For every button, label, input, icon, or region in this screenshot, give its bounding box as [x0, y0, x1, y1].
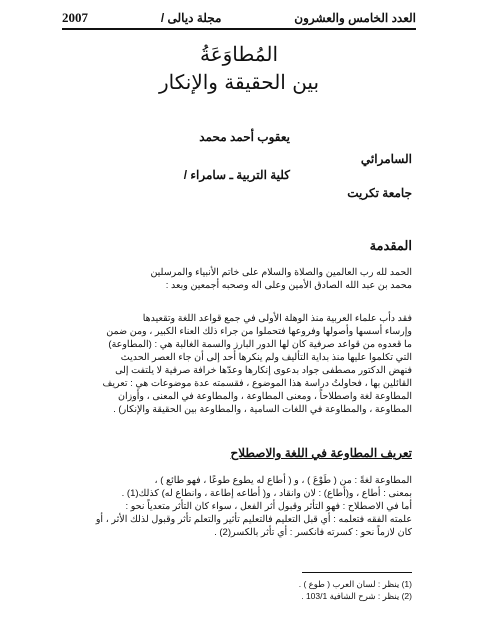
- running-header: [62, 8, 416, 28]
- author-surname: السامرائي: [360, 152, 412, 166]
- text-line: فنهض الدكتور مصطفى جواد بدعوى إنكارها وعدّها خرافة صرفية لا يلتفت إلى: [115, 365, 412, 376]
- title-line-2: بين الحقيقة والإنكار: [158, 70, 320, 94]
- article-title: [62, 40, 416, 96]
- footnote-1: (1) ينظر : لسان العرب ( طوع ) .: [298, 579, 412, 589]
- text-line: فقد دأب علماء العربية منذ الوهلة الأولى في جمع قواعد اللغة وتقعيدها: [142, 313, 412, 324]
- text-line: ما قعدوه من قواعد صرفية كان لها الدور البارز والسمة الغالبة هي : (المطاوعة): [108, 339, 412, 350]
- text-line: كان لازماً نحو : كسرته فانكسر : أي تأثر بالكسر(2) .: [214, 527, 412, 538]
- footnote-2: (2) ينظر : شرح الشافية 103/1 .: [301, 591, 412, 601]
- footnotes: [200, 578, 412, 602]
- text-line: المطاوعة لغةً : من ( طَوْعَ ) ، و ( أطاع له يطوع طوعًا ، فهو طائع ) ،: [154, 475, 412, 486]
- journal-name: مجلة ديالى /: [160, 11, 222, 25]
- definition-paragraph: [68, 474, 412, 539]
- intro-paragraph-2: [68, 312, 412, 416]
- introduction-heading: المقدمة: [369, 238, 412, 253]
- issue-label: العدد الخامس والعشرون: [294, 11, 416, 25]
- text-line: المطاوعة لغة واصطلاحاً ، ومعنى المطاوعة ، والمطاوعة في المعنى ، وأوزان: [117, 391, 412, 402]
- text-line: وإرساء أسسها وأصولها وفروعها فتحملوا من جراء ذلك العناء الكبير ، ومن ضمن: [106, 326, 412, 337]
- text-line: بمعنى : أطاع ، و(أطاع) : لان وانقاد ، و( أطاعه إطاعة ، وانطاع له) كذلك(1) .: [121, 488, 412, 499]
- author-university: جامعة تكريت: [347, 186, 412, 200]
- title-line-1: المُطاوَعَةُ: [199, 42, 279, 66]
- footnote-rule: [302, 572, 412, 573]
- text-line: المطاوعة ، والمطاوعة في اللغات السامية ، والمطاوعة بين الحقيقة والإنكار) .: [113, 404, 412, 415]
- text-line: التي تكلموا عليها منذ بداية التأليف ولم ينكرها أحد إلى أن جاء العصر الحديث: [120, 352, 412, 363]
- text-line: الحمد لله رب العالمين والصلاة والسلام على خاتم الأنبياء والمرسلين: [150, 267, 412, 278]
- text-line: محمد بن عبد الله الصادق الأمين وعلى اله وصحبه أجمعين وبعد :: [165, 280, 412, 291]
- definition-heading: تعريف المطاوعة في اللغة والاصطلاح: [230, 446, 412, 460]
- text-line: أما في الاصطلاح : فهو التأثر وقبول أثر الفعل ، سواء كان التأثر متعدياً نحو :: [125, 501, 412, 512]
- author-name: يعقوب أحمد محمد: [199, 130, 290, 144]
- header-rule: [62, 28, 416, 30]
- text-line: علمته الفقه فتعلمه : أي قبل التعليم فالتعليم تأثير والتعلم تأثر وقبول لذلك الأثر ، أو: [95, 514, 412, 525]
- publication-year: 2007: [62, 10, 88, 25]
- text-line: القائلين بها ، فحاولتُ دراسة هذا الموضوع ، فقسمته عدة موضوعات هي : تعريف: [102, 378, 412, 389]
- author-college: كلية التربية ـ سامراء /: [183, 168, 290, 182]
- intro-paragraph-1: [68, 266, 412, 292]
